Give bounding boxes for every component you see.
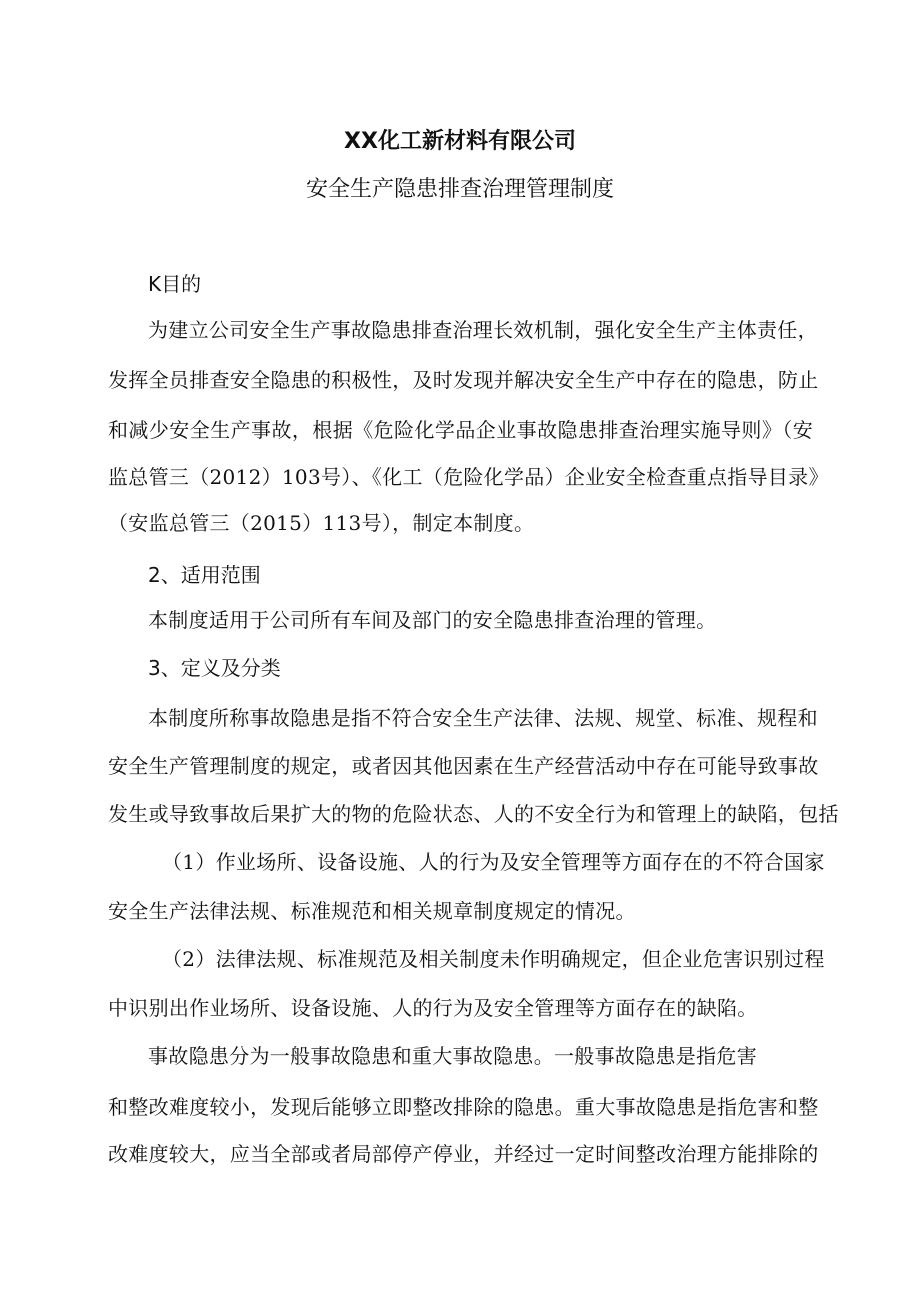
paragraph-line: 安全生产管理制度的规定，或者因其他因素在生产经营活动中存在可能导致事故 bbox=[108, 754, 819, 778]
list-item: （1）作业场所、设备设施、人的行为及安全管理等方面存在的不符合国家 bbox=[162, 850, 825, 874]
paragraph-line: 为建立公司安全生产事故隐患排查治理长效机制，强化安全生产主体责任， bbox=[148, 318, 818, 342]
list-item: （2）法律法规、标准规范及相关制度未作明确规定，但企业危害识别过程 bbox=[162, 947, 825, 971]
paragraph-line: 本制度适用于公司所有车间及部门的安全隐患排查治理的管理。 bbox=[148, 608, 717, 632]
paragraph-line: 改难度较大，应当全部或者局部停产停业，并经过一定时间整改治理方能排除的 bbox=[108, 1142, 819, 1166]
paragraph-line: 和减少安全生产事故，根据《危险化学品企业事故隐患排查治理实施导则》（安 bbox=[108, 418, 813, 442]
paragraph-line: 发挥全员排查安全隐患的积极性，及时发现并解决安全生产中存在的隐患，防止 bbox=[108, 368, 819, 392]
paragraph-line: （安监总管三（2015）113号），制定本制度。 bbox=[108, 511, 535, 535]
section-heading-definition: 3、定义及分类 bbox=[148, 656, 281, 680]
paragraph-line: 事故隐患分为一般事故隐患和重大事故隐患。一般事故隐患是指危害 bbox=[148, 1044, 757, 1068]
list-item-continuation: 安全生产法律法规、标准规范和相关规章制度规定的情况。 bbox=[108, 899, 636, 923]
section-heading-scope: 2、适用范围 bbox=[148, 563, 261, 587]
paragraph-line: 监总管三（2012）103号）、《化工（危险化学品）企业安全检查重点指导目录》 bbox=[108, 465, 829, 489]
document-title: 安全生产隐患排查治理管理制度 bbox=[305, 177, 614, 202]
paragraph-line: 本制度所称事故隐患是指不符合安全生产法律、法规、规堂、标准、规程和 bbox=[148, 706, 818, 730]
paragraph-line: 发生或导致事故后果扩大的物的危险状态、人的不安全行为和管理上的缺陷，包括 bbox=[108, 802, 839, 826]
list-item-continuation: 中识别出作业场所、设备设施、人的行为及安全管理等方面存在的缺陷。 bbox=[108, 996, 758, 1020]
company-title: XX化工新材料有限公司 bbox=[344, 129, 576, 154]
paragraph-line: 和整改难度较小，发现后能够立即整改排除的隐患。重大事故隐患是指危害和整 bbox=[108, 1095, 819, 1119]
section-heading-purpose: K目的 bbox=[148, 272, 202, 296]
